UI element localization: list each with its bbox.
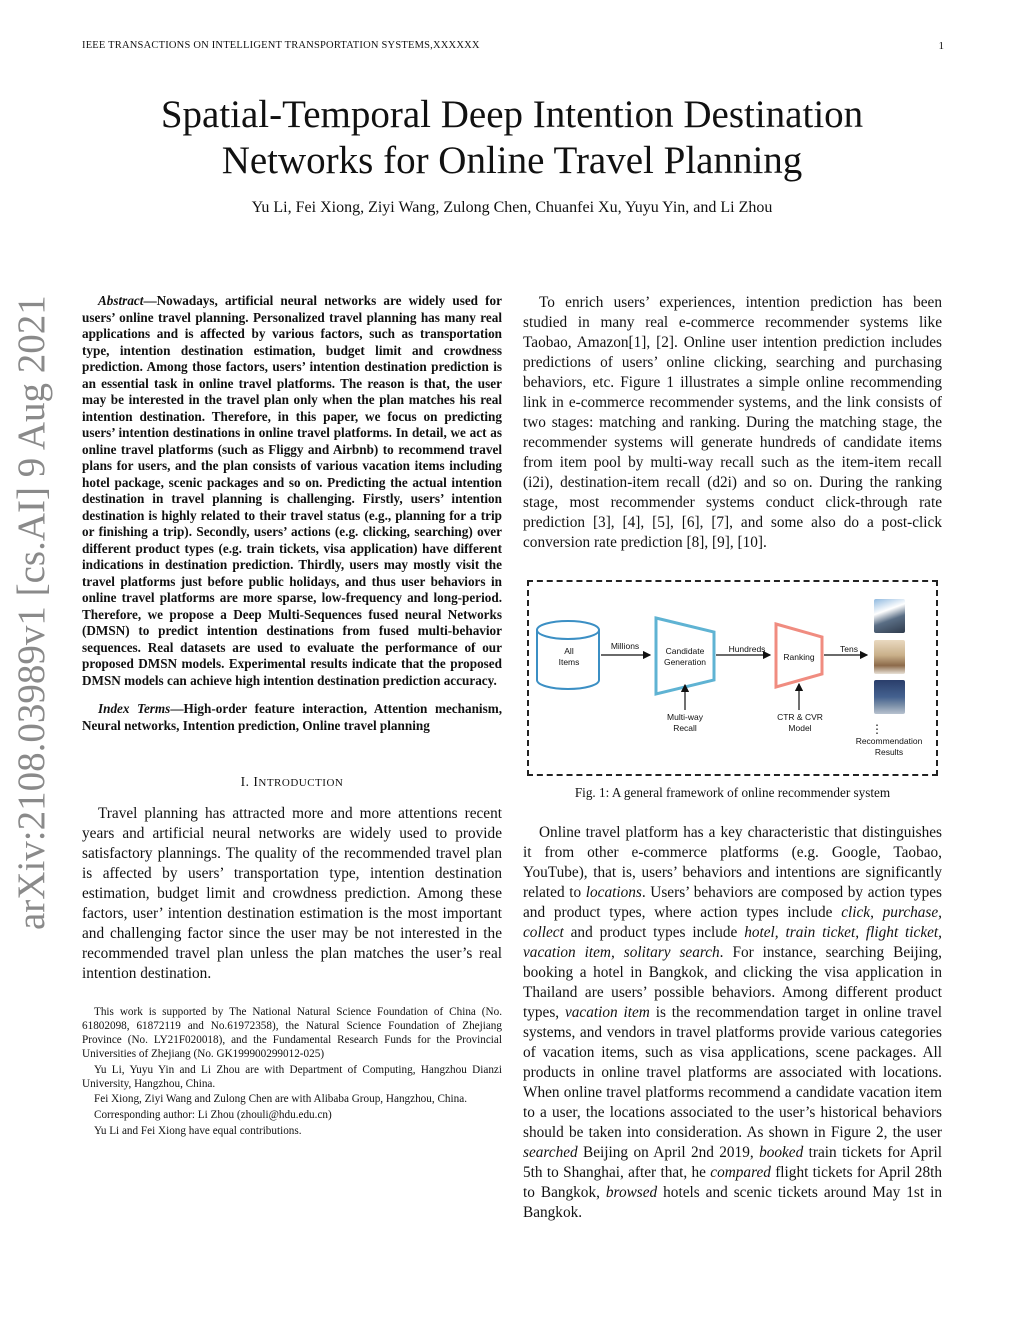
footnote-corresponding: Corresponding author: Li Zhou (zhouli@hdu.edu.cn) <box>94 1109 332 1122</box>
arxiv-stamp: arXiv:2108.03989v1 [cs.AI] 9 Aug 2021 <box>10 295 53 930</box>
index-terms-text: —High-order feature interaction, Attention mechanism, Neural networks, Intention prediction, Online travel planning <box>82 701 502 733</box>
right-paragraph-2: Online travel platform has a key characteristic that distinguishes it from other e-commerce platforms (e.g. Google, Taobao, YouTube), that is, users’ behaviors and intentions are significantly related to locations. Users’ behaviors are composed by action types and product types, where action types include click, purchase, collect and product types include hotel, train ticket, flight ticket, vacation item, solitary search. For instance, searching Beijing, booking a hotel in Bangkok, and clicking the visa application in Thailand are users’ possible behaviors. Among different product types, vacation item is the recommendation target in online travel systems, and vendors in travel platforms provide various categories of vacation items, such as visa applications, scene packages. All products in online travel platforms are associated with locations. When online travel platforms recommend a candidate vacation item to a user, the locations associated to the user’s historical behaviors should be taken into consideration. As shown in Figure 2, the user searched Beijing on April 2nd 2019, booked train tickets for April 5th to Shanghai, after that, he compared flight tickets for April 28th to Bangkok, browsed hotels and scenic tickets around May 1st in Bangkok. <box>523 824 943 1221</box>
page-number: 1 <box>938 40 944 52</box>
candidate-generation-label: Candidate Generation <box>663 646 707 667</box>
more-results-ellipsis: ⋮ <box>871 722 883 736</box>
result-thumbnail-building <box>874 599 905 633</box>
footnote-affiliation-2: Fei Xiong, Ziyi Wang and Zulong Chen are with Alibaba Group, Hangzhou, China. <box>94 1093 467 1106</box>
figure-1-caption: Fig. 1: A general framework of online recommender system <box>574 785 891 800</box>
footnote-affiliation-1: Yu Li, Yuyu Yin and Li Zhou are with Department of Computing, Hangzhou Dianzi University, Hangzhou, China. <box>82 1063 502 1090</box>
multiway-recall-label: Multi-way Recall <box>667 712 703 733</box>
ctr-cvr-model-label: CTR & CVR Model <box>777 712 823 733</box>
intro-paragraph-1: Travel planning has attracted more and more attentions recent years and artificial neural networks are widely used to provide satisfactory plannings. The quality of the recommended travel plan is affected by users’ transportation type, intention destination estimation, budget limit and crowdness prediction. Among these factors, user’ intention destination estimation is the most important and challenging factor since the user may be not interested in the recommended travel plan unless the plan matches the user’s real intention destination. <box>82 805 502 982</box>
abstract-text: —Nowadays, artificial neural networks are widely used for users’ online travel planning. Personalized travel planning has many real applications and is affected by various factors, such as transportation type, intention destination estimation, budget limit and crowdness prediction. Among those factors, users’ intention destination prediction is an essential task in online travel platforms. The reason is that, the user may be interested in the travel plan only when the plan matches his real intention destination. Therefore, in this paper, we focus on predicting users’ intention destinations in online travel platforms. In detail, we act as online travel platforms (such as Fliggy and Airbnb) to recommend travel plans for users, and the plan consists of various vacation items including hotel package, scenic packages and so on. Predicting the actual intention destination in travel planning is challenging. Firstly, users’ intention destination is highly related to their travel status (e.g., planning for a trip or finishing a trip). Secondly, users’ actions (e.g. clicking, searching) over different product types (e.g. train tickets, visa application) have different indications in destination prediction. Thirdly, users may mostly visit the travel platforms just before public holidays, and thus user behaviors in online travel platforms are more sparse, low-frequency and long-period. Therefore, we propose a Deep Multi-Sequences fused neural Networks (DMSN) to predict intention destinations from fused multi-behavior sequences. Real datasets are used to evaluate the performance of our proposed DMSN models. Experimental results indicate that the proposed DMSN models can achieve high intention destination prediction accuracy. <box>82 293 502 688</box>
footnote-equal-contribution: Yu Li and Fei Xiong have equal contributions. <box>94 1125 302 1138</box>
result-thumbnail-night-building <box>874 680 905 714</box>
all-items-label: All Items <box>558 646 580 667</box>
paper-title <box>0 92 1024 184</box>
section-heading-introduction <box>82 774 502 790</box>
section-numeral: I. I <box>240 774 259 789</box>
title-line-2: Networks for Online Travel Planning <box>221 139 803 182</box>
left-column <box>82 293 502 1141</box>
right-column <box>523 293 942 1223</box>
index-terms <box>82 701 502 734</box>
result-thumbnail-hotel-room <box>874 640 905 674</box>
author-list: Yu Li, Fei Xiong, Ziyi Wang, Zulong Chen, Chuanfei Xu, Yuyu Yin, and Li Zhou <box>251 199 773 216</box>
abstract-label: Abstract <box>98 293 144 308</box>
millions-label: Millions <box>610 641 640 651</box>
right-paragraph-1: To enrich users’ experiences, intention prediction has been studied in many real e-commerce recommender systems like Taobao, Amazon[1], [2]. Online user intention prediction includes predictions of users’ online clicking, searching and purchasing behaviors, etc. Figure 1 illustrates a simple online recommending link in e-commerce recommender systems, and the link consists of two stages: matching and ranking. During the matching stage, the recommender systems will generate hundreds of candidate items from item pool by multi-way recall such as the item-item recall (i2i), destination-item recall (d2i) and so on. During the ranking stage, most recommender systems conduct click-through rate prediction [3], [4], [5], [6], [7], and some also do a post-click conversion rate prediction [8], [9], [10]. <box>523 294 942 551</box>
journal-header: IEEE TRANSACTIONS ON INTELLIGENT TRANSPORTATION SYSTEMS,XXXXXX <box>82 40 480 51</box>
section-heading-rest: NTRODUCTION <box>258 777 344 789</box>
hundreds-label: Hundreds <box>728 644 766 654</box>
figure-1 <box>527 580 938 776</box>
title-line-1: Spatial-Temporal Deep Intention Destination <box>160 93 864 136</box>
recommendation-results-label: Recommendation Results <box>855 736 923 757</box>
index-terms-label: Index Terms <box>98 701 171 716</box>
ranking-label: Ranking <box>783 652 815 662</box>
tens-label: Tens <box>840 644 858 654</box>
footnote-funding: This work is supported by The National Natural Science Foundation of China (No. 61802098, 61872119 and No.61972358), the Natural Science Foundation of Zhejiang Province (No. LY21F020018), and the Fundamental Research Funds for the Provincial Universities of Zhejiang (No. GK199900299012-025) <box>82 1006 502 1060</box>
footnotes <box>82 1006 502 1139</box>
abstract <box>82 293 502 689</box>
